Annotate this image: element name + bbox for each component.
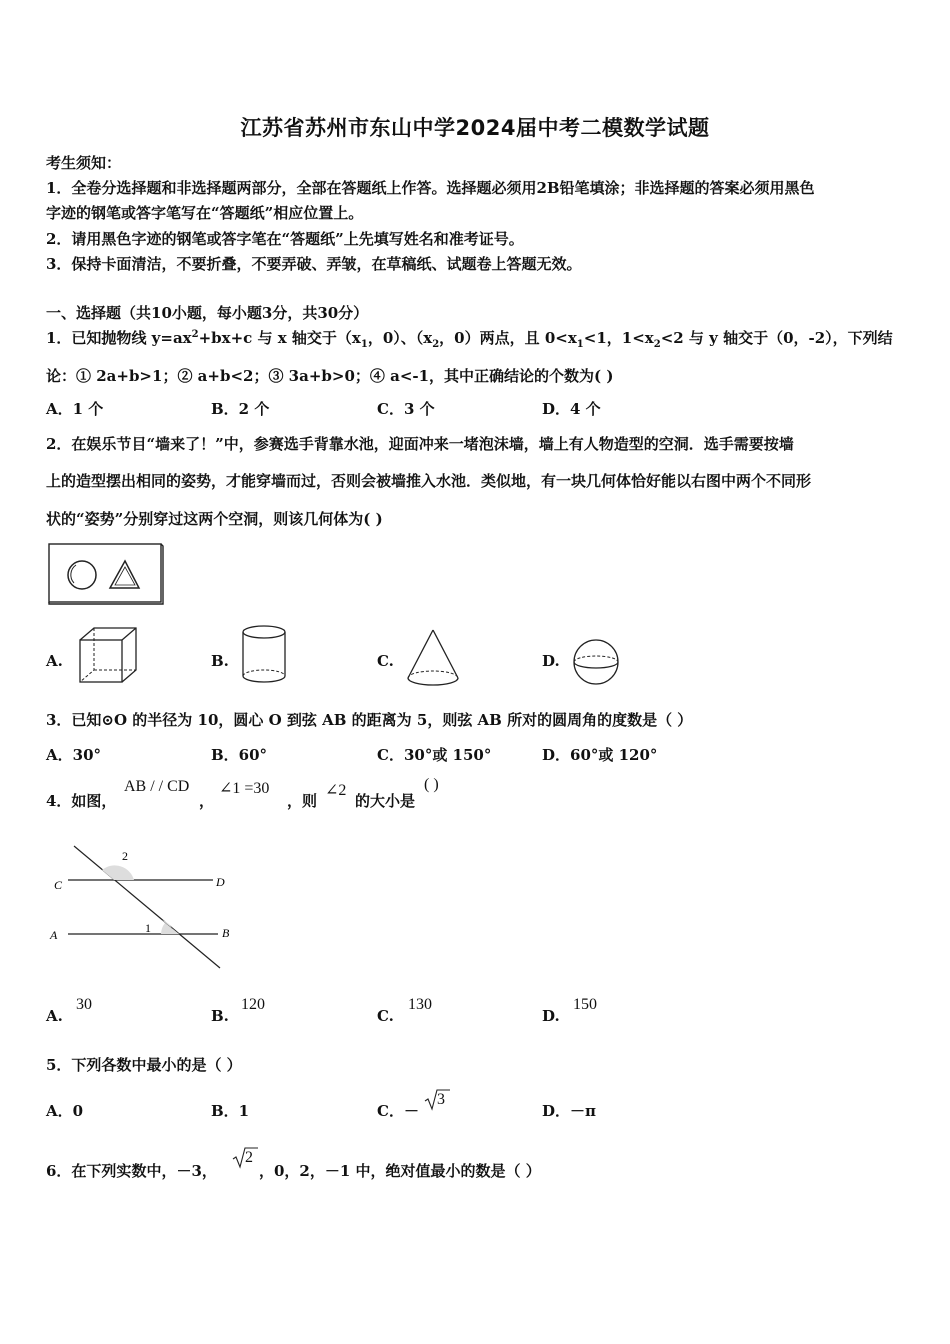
transversal-line <box>74 846 220 968</box>
cube-icon[interactable] <box>78 626 140 684</box>
q3-option-c[interactable]: C．30°或 150° <box>377 746 492 764</box>
cylinder-icon[interactable] <box>241 624 289 686</box>
q4-then: ，则 <box>287 792 318 810</box>
q2-option-d[interactable]: D. <box>542 652 560 670</box>
q1-option-d[interactable]: D．4 个 <box>542 400 601 418</box>
q2-option-b[interactable]: B. <box>211 652 229 670</box>
q4-suffix: 的大小是 <box>355 792 416 810</box>
q4-condition-parallel: AB / / CD <box>124 778 190 795</box>
cone-icon[interactable] <box>405 628 465 688</box>
notice-line-1: 1．全卷分选择题和非选择题两部分，全部在答题纸上作答。选择题必须用2B铅笔填涂；非选择题的答案必须用黑色 <box>46 179 815 197</box>
q4-option-d-value[interactable]: 150 <box>573 996 597 1013</box>
page-title: 江苏省苏州市东山中学2024届中考二模数学试题 <box>240 116 710 140</box>
q3-option-d[interactable]: D．60°或 120° <box>542 746 658 764</box>
q4-answer-paren: ( ) <box>424 776 439 793</box>
notice-line-2: 字迹的钢笔或答字笔写在“答题纸”相应位置上。 <box>46 204 364 222</box>
q4-option-c-value[interactable]: 130 <box>408 996 432 1013</box>
q4-condition-angle1: ∠1 =30 <box>219 780 270 797</box>
q1-option-b[interactable]: B．2 个 <box>211 400 270 418</box>
label-a: A <box>50 928 58 942</box>
q4-option-a-letter[interactable]: A. <box>46 1007 63 1025</box>
circle-hole-icon <box>68 561 96 589</box>
q3-text: 3．已知⊙O 的半径为 10，圆心 O 到弦 AB 的距离为 5，则弦 AB 所对的圆周角的度数是（ ） <box>46 711 693 729</box>
q4-option-a-value[interactable]: 30 <box>76 996 92 1013</box>
label-c: C <box>54 878 63 892</box>
q4-option-d-letter[interactable]: D. <box>542 1007 560 1025</box>
notice-line-4: 3．保持卡面清洁，不要折叠，不要弄破、弄皱，在草稿纸、试题卷上答题无效。 <box>46 255 582 273</box>
label-angle-2: 2 <box>122 849 128 863</box>
q2-option-c[interactable]: C. <box>377 652 394 670</box>
q6-part-1: 6．在下列实数中，－3， <box>46 1162 217 1180</box>
parallel-lines-figure <box>40 840 240 975</box>
q4-prefix: 4．如图， <box>46 792 117 810</box>
q4-option-c-letter[interactable]: C. <box>377 1007 394 1025</box>
sphere-icon[interactable] <box>572 638 622 688</box>
q2-line-3: 状的“姿势”分别穿过这两个空洞，则该几何体为( ) <box>46 510 383 528</box>
q5-text: 5．下列各数中最小的是（ ） <box>46 1056 242 1074</box>
q5-option-d[interactable]: D．－π <box>542 1102 596 1120</box>
q6-part-2: ，0，2，－1 中，绝对值最小的数是（ ） <box>259 1162 541 1180</box>
wall-figure <box>46 541 166 607</box>
q1-option-c[interactable]: C．3 个 <box>377 400 435 418</box>
angle-2-mark <box>102 865 134 880</box>
q3-option-b[interactable]: B．60° <box>211 746 268 764</box>
q2-option-a[interactable]: A. <box>46 652 63 670</box>
q1-option-a[interactable]: A．1 个 <box>46 400 104 418</box>
q5-option-b[interactable]: B．1 <box>211 1102 250 1120</box>
q1-line-2: 论：① 2a+b>1；② a+b<2；③ 3a+b>0；④ a<-1，其中正确结论的个数为( ) <box>46 367 614 385</box>
q4-option-b-letter[interactable]: B. <box>211 1007 229 1025</box>
angle-1-mark <box>161 923 179 934</box>
q2-line-1: 2．在娱乐节目“墙来了！”中，参赛选手背靠水池，迎面冲来一堵泡沫墙，墙上有人物造型的空洞．选手需要按墙 <box>46 435 794 453</box>
q3-option-a[interactable]: A．30° <box>46 746 102 764</box>
section-heading: 一、选择题（共10小题，每小题3分，共30分） <box>46 304 369 322</box>
q1-line-1: 1．已知抛物线 $y=ax^2+bx+c$ 与 x 轴交于（$x_1$，0）、（$x_2$，0）两点，且 $0<x_1<1$，$1<x_2<2$ 与 y 轴交于（0，-2），下列结 <box>46 329 893 350</box>
label-b: B <box>222 926 230 940</box>
label-angle-1: 1 <box>145 921 151 935</box>
q4-comma: ， <box>199 792 215 810</box>
notice-heading: 考生须知： <box>46 154 122 172</box>
label-d: D <box>216 875 225 889</box>
q4-option-b-value[interactable]: 120 <box>241 996 265 1013</box>
q2-line-2: 上的造型摆出相同的姿势，才能穿墙而过，否则会被墙推入水池．类似地，有一块几何体恰好能以右图中两个不同形 <box>46 472 812 490</box>
notice-line-3: 2．请用黑色字迹的钢笔或答字笔在“答题纸”上先填写姓名和准考证号。 <box>46 230 524 248</box>
q6-radicand: 2 <box>245 1149 253 1166</box>
q5-option-c[interactable]: C．－ <box>377 1102 419 1120</box>
q5-option-c-radicand: 3 <box>437 1091 445 1108</box>
q5-option-a[interactable]: A．0 <box>46 1102 84 1120</box>
q4-angle2: ∠2 <box>325 782 347 799</box>
